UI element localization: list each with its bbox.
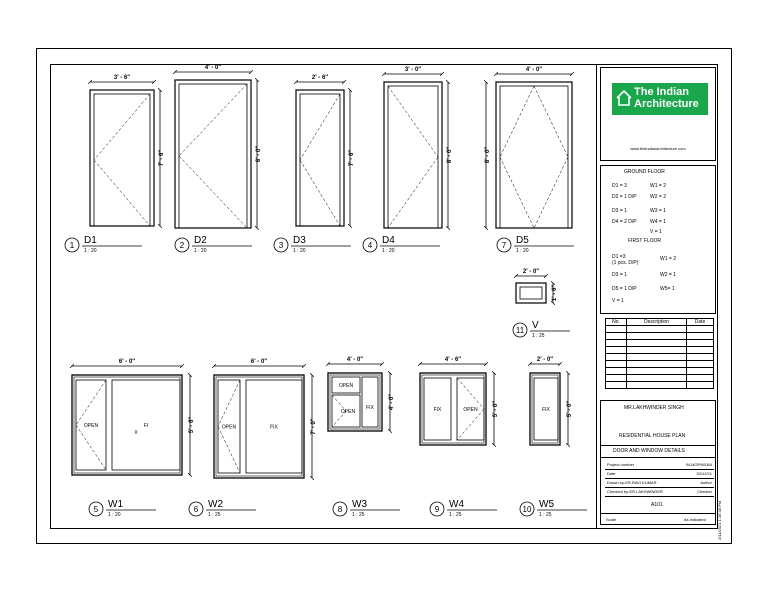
door-d1-shutter [94,94,150,226]
window-w4-tag-name: W4 [449,499,464,510]
vent-tag-scale: 1 : 25 [532,333,545,339]
ground-floor-heading: GROUND FLOOR [624,169,665,175]
door-d2-tag-name: D2 [194,235,207,246]
client-name: MR.LAKHWINDER SINGH [624,405,684,411]
first-floor-heading: FIRST FLOOR [628,238,661,244]
window-w1-width-dim-label: 6' - 0" [118,359,136,365]
window-w2-tag-scale: 1 : 25 [208,512,221,518]
door-d3-width-dim-label: 2' - 6" [311,75,329,81]
window-w4-tag-number: 9 [434,505,440,514]
print-timestamp: 2/11/2021 1:19:48 PM [717,500,722,540]
door-d4-tag-number: 4 [367,241,373,250]
window-w3-inner-frame [330,375,380,429]
scale-label: Scale [606,517,617,522]
door-d1-height-dim-label: 7' - 6" [159,149,165,167]
gf-d2: D2 = 1 D/P [612,194,637,200]
ff-w5: W5= 1 [660,286,675,292]
gf-d1: D1 = 3 [612,183,627,189]
door-d1-tag-number: 1 [69,241,75,250]
door-d2-height-dim-label: 8' - 0" [256,145,262,163]
window-w2-height-dim-label: 7' - 0" [311,418,317,435]
window-w1-label-1: FI [143,423,149,429]
door-d4-tag-name: D4 [382,235,395,246]
window-w2-tag-name: W2 [208,499,223,510]
project-name: RESIDENTIAL HOUSE PLAN [619,433,686,439]
door-d4-width-dim-label: 3' - 0" [404,67,422,73]
door-d3-height-dim-label: 7' - 6" [349,149,355,167]
gf-d4: D4 = 2 D/P [612,219,637,225]
door-d5-swing-a [500,86,534,157]
window-w3-tag-name: W3 [352,499,367,510]
window-w3-tag-number: 8 [337,505,343,514]
gf-w3: W3 = 1 [650,208,666,214]
door-d5-tag-name: D5 [516,235,529,246]
window-w3-label-fix: FIX [366,405,374,411]
window-w3-tag-scale: 1 : 25 [352,512,365,518]
gf-w4: W4 = 1 [650,219,666,225]
window-w5-tag-name: W5 [539,499,554,510]
info-row-checked-by: Checked by-ER.LAKHWINDER Checker [605,488,714,497]
logo-line2: Architecture [634,98,699,110]
website-url: www.theindianarchitecture.com [630,146,686,151]
door-d2-frame [175,80,251,228]
window-w3-width-dim-label: 4' - 0" [346,357,364,363]
door-d5-frame [496,82,572,228]
vent-tag-name: V [532,320,539,331]
door-d1-width-dim-label: 3' - 6" [113,75,131,81]
door-d4-swing-b [388,157,438,228]
window-w5-height-dim-label: 5' - 0" [567,400,573,418]
door-d3-tag-scale: 1 : 20 [293,248,306,254]
info-row-date: Date 30/12/21 [605,470,714,479]
window-w5-label-0: FIX [542,407,550,413]
info-row-drawn-by: Drawn by-ER.RAVI KUMAR Author [605,479,714,488]
door-d2-swing-b [179,156,247,228]
ff-w1: W1 = 2 [660,256,676,262]
door-d3-swing-a [300,94,340,160]
door-d5-height-dim-label: 8' - 0" [485,146,491,164]
window-w2-label-1: FIX [270,424,278,431]
window-w2-swing-0b [218,424,240,474]
door-d2-shutter [179,84,247,228]
scale-value: As indicated [684,517,706,522]
logo-line1: The Indian [634,86,689,98]
door-d4-swing-a [388,86,438,157]
window-w3-height-dim-label: 4' - 0" [389,393,395,411]
window-w1-tag-name: W1 [108,499,123,510]
vent-glass [520,287,542,299]
sheet-number: A101 [651,502,663,508]
door-d3-shutter [300,94,340,226]
window-w5-width-dim-label: 2' - 0" [536,357,554,363]
window-w4-swing-1a [457,378,484,409]
door-d5-swing-b [500,157,534,228]
vent-tag-number: 11 [515,326,525,335]
door-d3-tag-number: 3 [278,241,284,250]
door-d3-swing-b [300,160,340,226]
window-w1-label-2: X [134,430,138,436]
window-w1-tag-number: 5 [93,505,99,514]
window-w3-label-open-bottom: OPEN [340,409,356,415]
window-w1-height-dim-label: 5' - 6" [189,416,195,434]
window-w4-swing-1b [457,409,484,440]
window-w1-swing-0b [76,425,106,470]
door-d4-height-dim-label: 8' - 0" [447,146,453,164]
door-d3-tag-name: D3 [293,235,306,246]
door-d1-tag-name: D1 [84,235,97,246]
gf-w1: W1 = 2 [650,183,666,189]
door-d4-frame [384,82,442,228]
door-d2-width-dim-label: 4' - 0" [204,65,222,71]
rev-header-no: No. [606,319,627,326]
vent-frame [516,283,546,303]
vent-height-dim-label: 1' - 6" [552,284,558,302]
door-d5-swing-c [534,86,568,157]
door-d2-tag-number: 2 [179,241,185,250]
door-d1-frame [90,90,154,226]
ff-v: V = 1 [612,298,624,304]
door-d2-tag-scale: 1 : 20 [194,248,207,254]
door-d1-swing-a [94,94,150,160]
window-w1-tag-scale: 1 : 20 [108,512,121,518]
window-w4-width-dim-label: 4' - 6" [444,357,462,363]
gf-v: V = 1 [650,229,662,235]
door-d2-swing-a [179,84,247,156]
door-d5-shutter [500,86,568,228]
window-w3-label-open-top: OPEN [338,383,354,389]
window-w2-width-dim-label: 6' - 0" [250,359,268,365]
ff-w2: W2 = 1 [660,272,676,278]
window-w1-label-0: OPEN [83,423,99,429]
door-d4-tag-scale: 1 : 20 [382,248,395,254]
ff-d1-note: (1 pcs. D/P) [612,260,639,266]
door-d5-tag-scale: 1 : 20 [516,248,529,254]
door-d1-swing-b [94,160,150,226]
door-d1-tag-scale: 1 : 20 [84,248,97,254]
rev-header-date: Date [687,319,714,326]
window-w5-tag-number: 10 [522,505,532,514]
window-w4-height-dim-label: 5' - 0" [493,400,499,418]
ff-d5: D5 = 1 D/P [612,286,637,292]
window-w2-tag-number: 6 [193,505,199,514]
door-d5-tag-number: 7 [501,241,507,250]
door-d5-swing-d [534,157,568,228]
window-w5-tag-scale: 1 : 25 [539,512,552,518]
window-w4-label-0: FIX [433,407,442,413]
gf-w2: W2 = 2 [650,194,666,200]
ff-d1: D1 =3 [612,254,626,260]
window-w1-swing-0a [76,380,106,425]
vent-width-dim-label: 2' - 0" [522,269,540,275]
rev-header-description: Description [627,319,687,326]
door-d4-shutter [388,86,438,228]
gf-d3: D3 = 1 [612,208,627,214]
window-w3-pane-fix [362,377,378,427]
door-d3-frame [296,90,344,226]
window-w4-label-1: OPEN [463,407,478,413]
door-d5-width-dim-label: 4' - 0" [525,67,543,73]
window-w4-tag-scale: 1 : 25 [449,512,462,518]
window-w2-swing-0a [218,380,240,427]
window-w2-label-0: OPEN [221,424,237,431]
ff-d3: D3 = 1 [612,272,627,278]
info-row-project-number: Project number IN14OPN0064 [605,461,714,470]
sheet-title: DOOR AND WINDOW DETAILS [613,448,685,454]
